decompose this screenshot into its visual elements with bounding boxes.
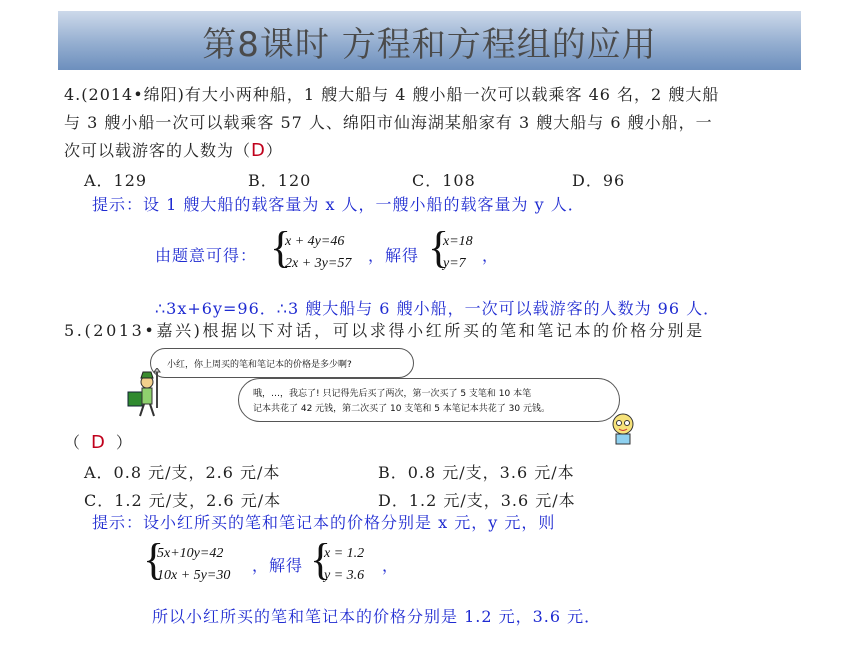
title-banner [58, 11, 801, 70]
q4-text-line3 [64, 138, 283, 161]
q4-given-label: 由题意可得： [155, 246, 258, 265]
q5-solution-brace: { [310, 535, 332, 584]
q5-solve-label: ，解得 [252, 556, 304, 575]
bubble-answer-text-line1: 哦，…，我忘了! 只记得先后买了两次，第一次买了 5 支笔和 10 本笔 [253, 389, 532, 399]
girl-character-icon [608, 410, 638, 446]
q5-hint: 提示：设小红所买的笔和笔记本的价格分别是 x 元，y 元，则 [92, 513, 556, 532]
q4-equation-system [285, 231, 351, 275]
q5-system-brace: { [143, 535, 165, 584]
bubble-question-text: 小红，你上周买的笔和笔记本的价格是多少啊? [167, 360, 352, 370]
q4-prompt: 次可以载游客的人数为（ [64, 141, 252, 160]
q4-conclusion: ∴3x+6y=96．∴3 艘大船与 6 艘小船，一次可以载游客的人数为 96 人． [155, 299, 721, 318]
q5-option-b: B．0.8 元/支，3.6 元/本 [378, 463, 575, 482]
q5-paren-close: ） [115, 433, 133, 452]
q4-system-brace: { [270, 223, 292, 272]
q4-text-line1: 4.(2014•绵阳)有大小两种船，1 艘大船与 4 艘小船一次可以载乘客 46 名，2 艘大船 [64, 85, 720, 104]
q4-equation-1: x + 4y=46 [285, 234, 345, 249]
q5-equation-1: 5x+10y=42 [157, 546, 224, 561]
q4-text-line2: 与 3 艘小船一次可以载乘客 57 人、绵阳市仙海湖某船家有 3 艘大船与 6 艘小船，一 [64, 113, 713, 132]
q5-option-d: D．1.2 元/支，3.6 元/本 [378, 491, 576, 510]
q4-solve-label: ，解得 [368, 246, 420, 265]
q5-option-c: C．1.2 元/支，2.6 元/本 [84, 491, 282, 510]
q5-comma: ， [382, 556, 400, 575]
q4-solution [443, 231, 473, 275]
q4-paren-close: ） [265, 141, 283, 160]
q5-equation-2: 10x + 5y=30 [157, 568, 231, 583]
q4-solution-y: y=7 [443, 256, 466, 271]
q5-text-line1: 5.(2013•嘉兴)根据以下对话，可以求得小红所买的笔和笔记本的价格分别是 [64, 321, 705, 340]
q4-option-b: B．120 [248, 171, 312, 190]
q5-paren-open: （ [64, 433, 82, 452]
q5-option-a: A．0.8 元/支，2.6 元/本 [84, 463, 281, 482]
speech-bubble-answer [238, 378, 620, 422]
q5-equation-system [157, 543, 230, 587]
bubble-answer-text-line2: 记本共花了 42 元钱，第二次买了 10 支笔和 5 本笔记本共花了 30 元钱。 [253, 404, 550, 414]
knight-character-icon [120, 368, 168, 418]
q5-answer-line [64, 430, 133, 453]
q5-conclusion: 所以小红所买的笔和笔记本的价格分别是 1.2 元，3.6 元． [152, 607, 602, 626]
q4-solution-x: x=18 [443, 234, 473, 249]
q5-solution-x: x = 1.2 [324, 546, 365, 561]
q4-comma: ， [482, 246, 500, 265]
q4-option-c: C．108 [412, 171, 476, 190]
q4-equation-2: 2x + 3y=57 [285, 256, 352, 271]
q5-solution [324, 543, 364, 587]
q4-hint: 提示：设 1 艘大船的载客量为 x 人，一艘小船的载客量为 y 人． [92, 195, 585, 214]
q4-option-a: A．129 [84, 171, 148, 190]
q4-solution-brace: { [428, 223, 450, 272]
speech-bubble-question [150, 348, 414, 378]
q5-solution-y: y = 3.6 [324, 568, 365, 583]
q4-option-d: D．96 [572, 171, 626, 190]
page-title: 第8课时 方程和方程组的应用 [202, 25, 657, 65]
q4-answer: D [251, 140, 266, 161]
q5-answer: D [91, 432, 106, 453]
